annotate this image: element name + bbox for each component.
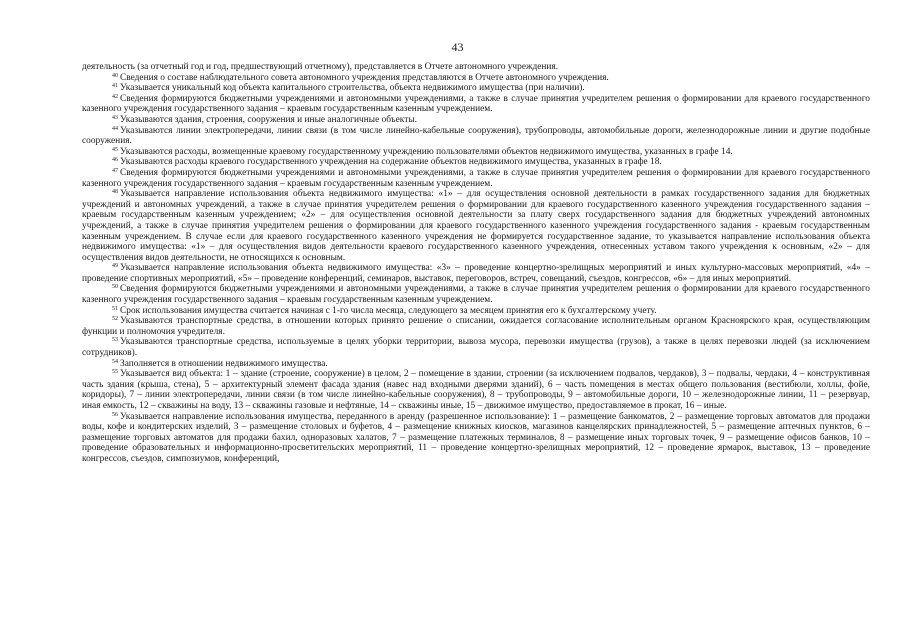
footnote-continuation	[82, 62, 870, 73]
footnote-text: Сведения формируются бюджетными учреждениями и автономными учреждениями, а также в случае принятия учредителем решения о формировании для краевого государственного казенного учреждения государственного задания – краевым государственным казенным учреждением.	[82, 167, 870, 189]
footnote-number: 52	[112, 316, 118, 323]
footnote-text: Сведения формируются бюджетными учреждениями и автономными учреждениями, а также в случае принятия учредителем решения о формировании для краевого государственного казенного учреждения государственного задания – краевым государственным казенным учреждением.	[82, 93, 870, 115]
footnote-number: 47	[112, 167, 118, 174]
footnote-52	[82, 316, 870, 337]
footnotes-block	[82, 62, 870, 465]
footnote-51	[82, 306, 870, 317]
footnote-number: 41	[112, 83, 118, 90]
footnote-46	[82, 157, 870, 168]
footnote-text: Сведения формируются бюджетными учреждениями и автономными учреждениями, а также в случае принятия учредителем решения о формировании для краевого государственного казенного учреждения государственного задания – краевым государственным казенным учреждением.	[82, 284, 870, 306]
footnote-number: 43	[112, 114, 118, 121]
footnote-number: 45	[112, 146, 118, 153]
page-number: 43	[451, 40, 464, 54]
footnote-55	[82, 369, 870, 411]
footnote-text: Указываются расходы краевого государственного учреждения на содержание объектов недвижимого имущества, указанных в графе 18.	[120, 157, 662, 168]
footnote-text: Срок использования имущества считается начиная с 1-го числа месяца, следующего за месяцем принятия его к бухгалтерскому учету.	[120, 305, 657, 316]
footnote-text: Указывается направление использования объекта недвижимого имущества: «1» – для осуществления основной деятельности в рамках государственного задания для бюджетных учреждений и автономных учреждений, а также в случае принятия учредителем решения о формировании для краевого государственного казенного учреждения государственного задания – краевым государственным казенным учреждением; «2» – для осуществления основной деятельности за плату сверх государственного задания для бюджетных учреждений автономных учреждений, а также в случае принятия учредителем решения о формировании для краевого государственного казенного учреждения государственного задания - краевым государственным казенным учреждением. В случае если для краевого государственного казенного учреждения не формируется государственное задание, то указывается направление использования объекта недвижимого имущества: «1» – для осуществления видов деятельности краевого государственного казенного учреждения, отнесенных уставом такого учреждения к основным, «2» – для осуществления видов деятельности, не относящихся к основным.	[82, 189, 870, 263]
footnote-number: 51	[112, 305, 118, 312]
footnote-number: 44	[112, 125, 118, 132]
footnote-number: 50	[112, 284, 118, 291]
footnote-text: Указываются здания, строения, сооружения и иные аналогичные объекты.	[120, 114, 417, 125]
footnote-number: 48	[112, 189, 118, 196]
footnote-number: 49	[112, 263, 118, 270]
footnote-47	[82, 168, 870, 189]
footnote-number: 42	[112, 93, 118, 100]
footnote-number: 55	[112, 369, 118, 376]
footnote-50	[82, 284, 870, 305]
footnote-53	[82, 337, 870, 358]
footnote-48	[82, 189, 870, 263]
footnote-text: Указываются расходы, возмещенные краевому государственному учреждению пользователями объектов недвижимого имущества, указанных в графе 14.	[120, 146, 733, 157]
footnote-number: 56	[112, 411, 118, 418]
footnote-49	[82, 263, 870, 284]
footnote-41	[82, 83, 870, 94]
footnote-text: Указывается вид объекта: 1 – здание (строение, сооружение) в целом, 2 – помещение в здании, строении (за исключением подвалов, чердаков), 3 – подвалы, чердаки, 4 – конструктивная часть здания (крыша, стена), 5 – архитектурный элемент фасада здания (навес над входными дверями зданий), 6 – часть помещения в местах общего пользования (вестибюли, холлы, фойе, коридоры), 7 – линии электропередачи, линии связи (в том числе линейно-кабельные сооружения), 8 – трубопроводы, 9 – автомобильные дороги, 10 – железнодорожные линии, 11 – резервуар, иная емкость, 12 – скважины на воду, 13 – скважины газовые и нефтяные, 14 – скважины иные, 15 – движимое имущество, предоставляемое в прокат, 16 – иные.	[82, 369, 870, 411]
footnote-number: 53	[112, 337, 118, 344]
footnote-text: Заполняется в отношении недвижимого имущества.	[120, 358, 328, 369]
footnote-text: Указываются транспортные средства, используемые в целях уборки территории, вывоза мусора, перевозки имущества (грузов), а также в целях перевозки людей (за исключением сотрудников).	[82, 337, 870, 359]
footnote-text: Указывается направление использования объекта недвижимого имущества: «3» – проведение концертно-зрелищных мероприятий и иных культурно-массовых мероприятий, «4» – проведение спортивных мероприятий, «5» – проведение конференций, семинаров, выставок, переговоров, встреч, совещаний, съездов, конгрессов, «6» – для иных мероприятий.	[82, 263, 870, 284]
footnote-number: 46	[112, 157, 118, 164]
footnote-43	[82, 115, 870, 126]
footnote-text: Указываются линии электропередачи, линии связи (в том числе линейно-кабельные сооружения), трубопроводы, автомобильные дороги, железнодорожные линии и другие подобные сооружения.	[82, 125, 870, 147]
footnote-number: 40	[112, 72, 118, 79]
footnote-56	[82, 412, 870, 465]
footnote-40	[82, 73, 870, 84]
footnote-text: деятельность (за отчетный год и год, предшествующий отчетному), представляется в Отчете автономного учреждения.	[82, 62, 559, 72]
footnote-text: Указывается направление использования имущества, переданного в аренду (разрешенное использование): 1 – размещение банкоматов, 2 – размещение торговых автоматов для продажи воды, кофе и кондитерских изделий, 3 – размещение столовых и буфетов, 4 – размещение книжных киосков, магазинов канцелярских принадлежностей, 5 – размещение аптечных пунктов, 6 – размещение торговых автоматов для продажи бахил, одноразовых халатов, 7 – размещение платежных терминалов, 8 – размещение иных торговых точек, 9 – размещение офисов банков, 10 – проведение образовательных и информационно-просветительских мероприятий, 11 – проведение концертно-зрелищных мероприятий, 12 – проведение ярмарок, выставок, 13 – проведение конгрессов, съездов, симпозиумов, конференций,	[82, 411, 870, 464]
footnote-text: Сведения о составе наблюдательного совета автономного учреждения представляются в Отчете автономного учреждения.	[120, 72, 609, 83]
footnote-44	[82, 126, 870, 147]
footnote-45	[82, 147, 870, 158]
footnote-42	[82, 94, 870, 115]
footnote-number: 54	[112, 358, 118, 365]
footnote-54	[82, 359, 870, 370]
footnote-text: Указываются транспортные средства, в отношении которых принято решение о списании, ожидается согласование исполнительным органом Красноярского края, осуществляющим функции и полномочия учредителя.	[82, 316, 870, 337]
footnote-text: Указывается уникальный код объекта капитального строительства, объекта недвижимого имущества (при наличии).	[120, 83, 585, 94]
